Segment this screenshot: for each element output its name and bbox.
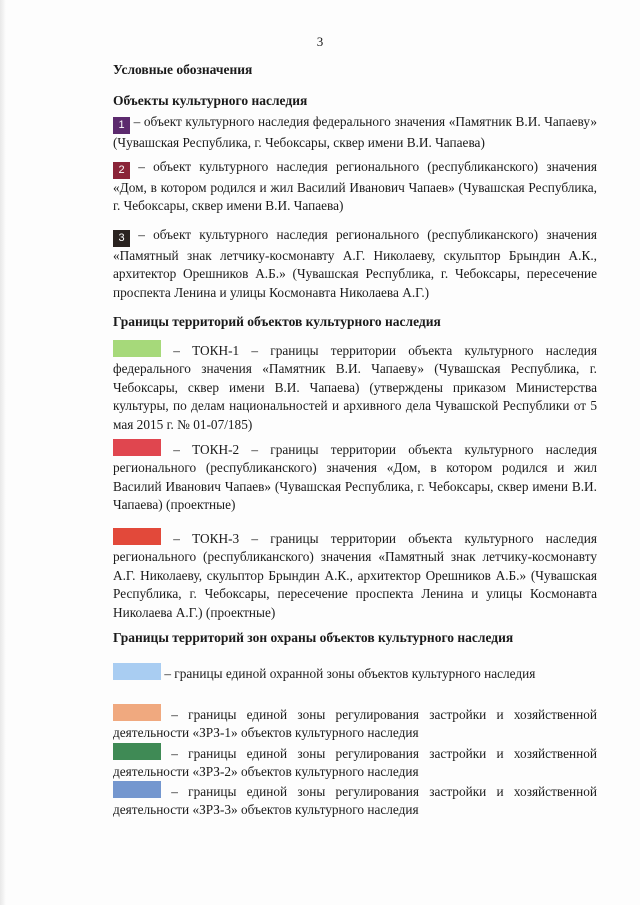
objects-heading: Объекты культурного наследия bbox=[113, 93, 308, 108]
legend-title: Условные обозначения bbox=[113, 62, 253, 77]
object-3-description: – объект культурного наследия регионального (республиканского) значения «Памятный знак летчику-космонавту А.Г. Николаеву, скульптор Брындин А.К., архитектор Орешников А.Б.» (Чувашская Республика, г. Чебоксары, пересечение проспекта Ленина и улицы Космонавта Николаева А.Г.) bbox=[113, 227, 597, 300]
legend-item-object-2 bbox=[113, 158, 597, 216]
object-3-badge: 3 bbox=[113, 230, 130, 247]
tokn-1-swatch bbox=[113, 340, 161, 357]
legend-item-object-1 bbox=[113, 113, 597, 152]
tokn-3-description: – ТОКН-3 – границы территории объекта культурного наследия регионального (республиканского) значения «Памятный знак летчику-космонавту А.Г. Николаеву, скульптор Брындин А.К., архитектор Орешников А.Б.» (Чувашская Республика, г. Чебоксары, пересечение проспекта Ленина и улицы Космонавта Николаева А.Г.) (проектные) bbox=[113, 531, 597, 620]
object-1-badge: 1 bbox=[113, 117, 130, 134]
tokn-2-swatch bbox=[113, 439, 161, 456]
protection-zone-description: – границы единой охранной зоны объектов культурного наследия bbox=[164, 666, 536, 681]
tokn-3-swatch bbox=[113, 528, 161, 545]
tokn-2-description: – ТОКН-2 – границы территории объекта культурного наследия регионального (республиканского) значения «Дом, в котором родился и жил Василий Иванович Чапаев» (Чувашская Республика, г. Чебоксары, сквер имени В.И. Чапаева) (проектные) bbox=[113, 442, 597, 513]
zrz-1-swatch bbox=[113, 704, 161, 721]
legend-item-tokn-3 bbox=[113, 528, 597, 622]
object-1-description: – объект культурного наследия федерального значения «Памятник В.И. Чапаеву» (Чувашская Республика, г. Чебоксары, сквер имени В.И. Чапаева) bbox=[113, 114, 597, 150]
zrz-2-description: – границы единой зоны регулирования застройки и хозяйственной деятельности «ЗРЗ-2» объектов культурного наследия bbox=[113, 746, 597, 780]
zrz-3-description: – границы единой зоны регулирования застройки и хозяйственной деятельности «ЗРЗ-3» объектов культурного наследия bbox=[113, 784, 597, 818]
tokn-1-description: – ТОКН-1 – границы территории объекта культурного наследия федерального значения «Памятник В.И. Чапаеву» (Чувашская Республика, г. Чебоксары, сквер имени В.И. Чапаева) (утверждены приказом Министерства культуры, по делам национальностей и архивного дела Чувашской Республики от 5 мая 2015 г. № 01-07/185) bbox=[113, 343, 597, 432]
object-2-description: – объект культурного наследия регионального (республиканского) значения «Дом, в котором родился и жил Василий Иванович Чапаев» (Чувашская Республика, г. Чебоксары, сквер имени В.И. Чапаева) bbox=[113, 159, 597, 214]
legend-item-protection-zone bbox=[113, 663, 597, 683]
zrz-2-swatch bbox=[113, 743, 161, 760]
legend-item-tokn-2 bbox=[113, 439, 597, 515]
zrz-1-description: – границы единой зоны регулирования застройки и хозяйственной деятельности «ЗРЗ-1» объектов культурного наследия bbox=[113, 707, 597, 741]
scan-edge bbox=[0, 0, 6, 905]
legend-item-zrz-1 bbox=[113, 704, 597, 743]
legend-item-object-3 bbox=[113, 226, 597, 302]
zrz-3-swatch bbox=[113, 781, 161, 798]
protection-zone-swatch bbox=[113, 663, 161, 680]
zones-heading: Границы территорий зон охраны объектов культурного наследия bbox=[113, 630, 514, 645]
legend-item-zrz-3 bbox=[113, 781, 597, 820]
page-number: 3 bbox=[316, 34, 324, 49]
legend-item-zrz-2 bbox=[113, 743, 597, 782]
territories-heading: Границы территорий объектов культурного наследия bbox=[113, 314, 441, 329]
legend-item-tokn-1 bbox=[113, 340, 597, 434]
object-2-badge: 2 bbox=[113, 162, 130, 179]
